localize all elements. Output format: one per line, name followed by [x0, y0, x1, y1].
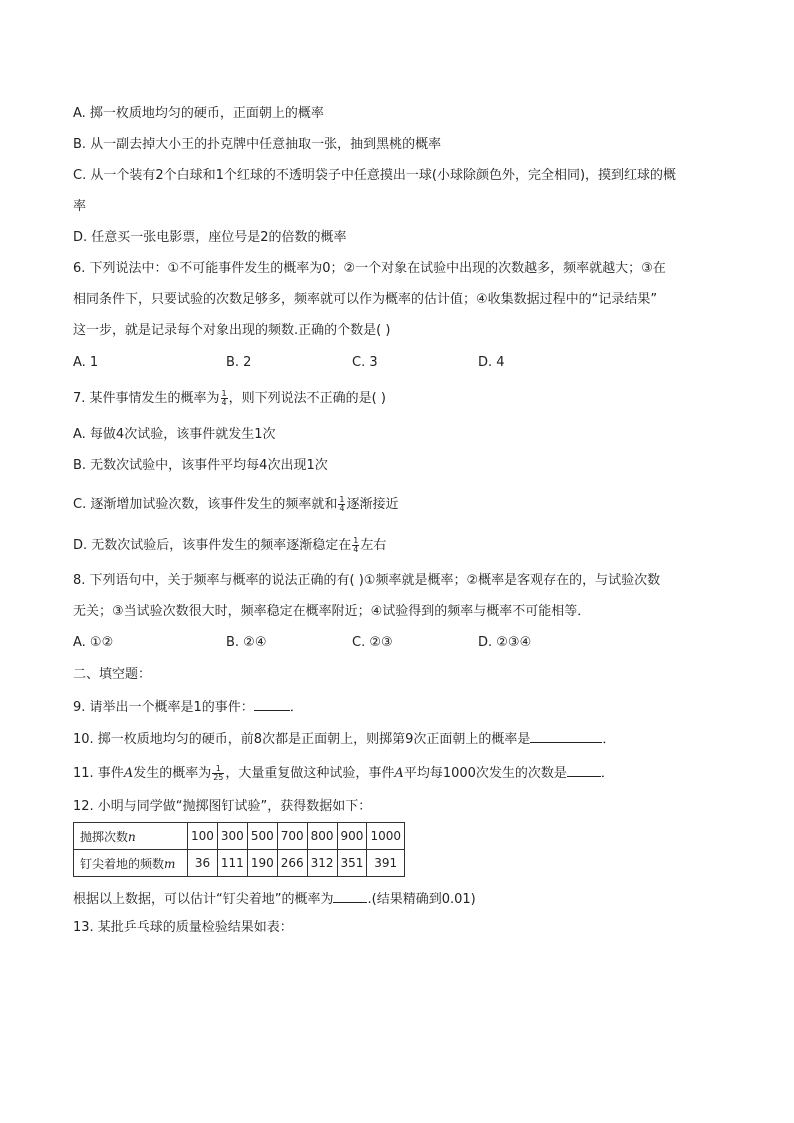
q11-variable-a: A — [123, 766, 134, 781]
table-header-cell: 抛掷次数n — [74, 823, 188, 850]
table-cell: 700 — [277, 823, 307, 850]
table-cell: 111 — [217, 850, 247, 877]
q5-option-a: A. 掷一枚质地均匀的硬币，正面朝上的概率 — [73, 106, 324, 121]
q6-stem-line2: 相同条件下，只要试验的次数足够多，频率就可以作为概率的估计值；④收集数据过程中的“记录结果” — [73, 292, 658, 307]
table-cell: 500 — [247, 823, 277, 850]
q6-option-a: A. 1 — [73, 355, 99, 370]
q8-stem-line1: 8. 下列语句中，关于频率与概率的说法正确的有( )①频率就是概率；②概率是客观存在的，与试验次数 — [73, 573, 661, 588]
q7-option-d-fraction: $\frac{1}{4}$ — [353, 536, 359, 554]
table-cell: 391 — [367, 850, 405, 877]
table-cell: 100 — [188, 823, 218, 850]
q5-option-b: B. 从一副去掉大小王的扑克牌中任意抽取一张，抽到黑桃的概率 — [73, 137, 442, 152]
q7-option-a: A. 每做4次试验，该事件就发生1次 — [73, 427, 276, 442]
q11-answer-blank[interactable] — [567, 764, 601, 777]
q9-stem: 9. 请举出一个概率是1的事件： ． — [73, 700, 303, 715]
table-cell: 300 — [217, 823, 247, 850]
q7-stem-before: 7. 某件事情发生的概率为 — [73, 391, 220, 406]
q6-option-b: B. 2 — [226, 355, 252, 370]
table-cell: 312 — [307, 850, 337, 877]
q11-variable-a2: A — [394, 766, 404, 781]
q5-option-c-line1: C. 从一个装有2个白球和1个红球的不透明袋子中任意摸出一球(小球除颜色外，完全相同)，摸到红球的概 — [73, 168, 677, 183]
table-cell: 36 — [188, 850, 218, 877]
q8-options — [73, 635, 723, 651]
q12-stem: 12. 小明与同学做“抛掷图钉试验”，获得数据如下： — [73, 799, 372, 814]
q12-data-table — [73, 822, 405, 877]
table-cell: 800 — [307, 823, 337, 850]
table-cell: 1000 — [367, 823, 405, 850]
q6-option-d: D. 4 — [478, 355, 505, 370]
q7-stem-after: ，则下列说法不正确的是( ) — [228, 391, 386, 406]
q12-conclusion: 根据以上数据，可以估计“钉尖着地”的概率为 .(结果精确到0.01) — [73, 892, 476, 907]
q7-stem — [73, 390, 386, 407]
table-header-cell: 钉尖着地的频数m — [74, 850, 188, 877]
q5-option-c-line2: 率 — [73, 199, 87, 214]
q7-option-c: C. 逐渐增加试验次数，该事件发生的频率就和 $\frac{1}{4}$ 逐渐接近 — [73, 495, 399, 513]
q10-answer-blank[interactable] — [530, 730, 602, 743]
q7-option-b: B. 无数次试验中，该事件平均每4次出现1次 — [73, 458, 328, 473]
q13-stem: 13. 某批乒乓球的质量检验结果如表： — [73, 920, 293, 935]
table-cell: 351 — [337, 850, 367, 877]
q11-fraction: $\frac{1}{25}$ — [213, 764, 224, 782]
q8-option-b: B. ②④ — [226, 635, 267, 650]
q9-answer-blank[interactable] — [254, 698, 290, 711]
q6-stem-line3: 这一步，就是记录每个对象出现的频数.正确的个数是( ) — [73, 323, 391, 338]
table-cell: 900 — [337, 823, 367, 850]
q8-option-a: A. ①② — [73, 635, 114, 650]
q5-option-d: D. 任意买一张电影票，座位号是2的倍数的概率 — [73, 230, 347, 245]
q12-answer-blank[interactable] — [333, 890, 367, 903]
q8-option-c: C. ②③ — [352, 635, 393, 650]
q7-option-c-fraction: $\frac{1}{4}$ — [339, 495, 345, 513]
table-cell: 190 — [247, 850, 277, 877]
q7-fraction: $\frac{1}{4}$ — [221, 389, 227, 407]
q7-option-d: D. 无数次试验后，该事件发生的频率逐渐稳定在 $\frac{1}{4}$ 左右 — [73, 536, 387, 554]
q6-stem-line1: 6. 下列说法中：①不可能事件发生的概率为0；②一个对象在试验中出现的次数越多，频率就越大；③在 — [73, 261, 666, 276]
q11-stem: 11. 事件A发生的概率为 $\frac{1}{25}$ ，大量重复做这种试验，事件A平均每1000次发生的次数是 ． — [73, 764, 614, 782]
table-row — [74, 823, 405, 850]
q6-option-c: C. 3 — [352, 355, 378, 370]
q8-option-d: D. ②③④ — [478, 635, 532, 650]
table-cell: 266 — [277, 850, 307, 877]
section-title-fill-blank: 二、填空题： — [73, 667, 152, 682]
q8-stem-line2: 无关；③当试验次数很大时，频率稳定在概率附近；④试验得到的频率与概率不可能相等． — [73, 604, 591, 619]
q6-options — [73, 355, 723, 371]
q10-stem: 10. 掷一枚质地均匀的硬币，前8次都是正面朝上，则掷第9次正面朝上的概率是 ． — [73, 732, 616, 747]
table-row — [74, 850, 405, 877]
